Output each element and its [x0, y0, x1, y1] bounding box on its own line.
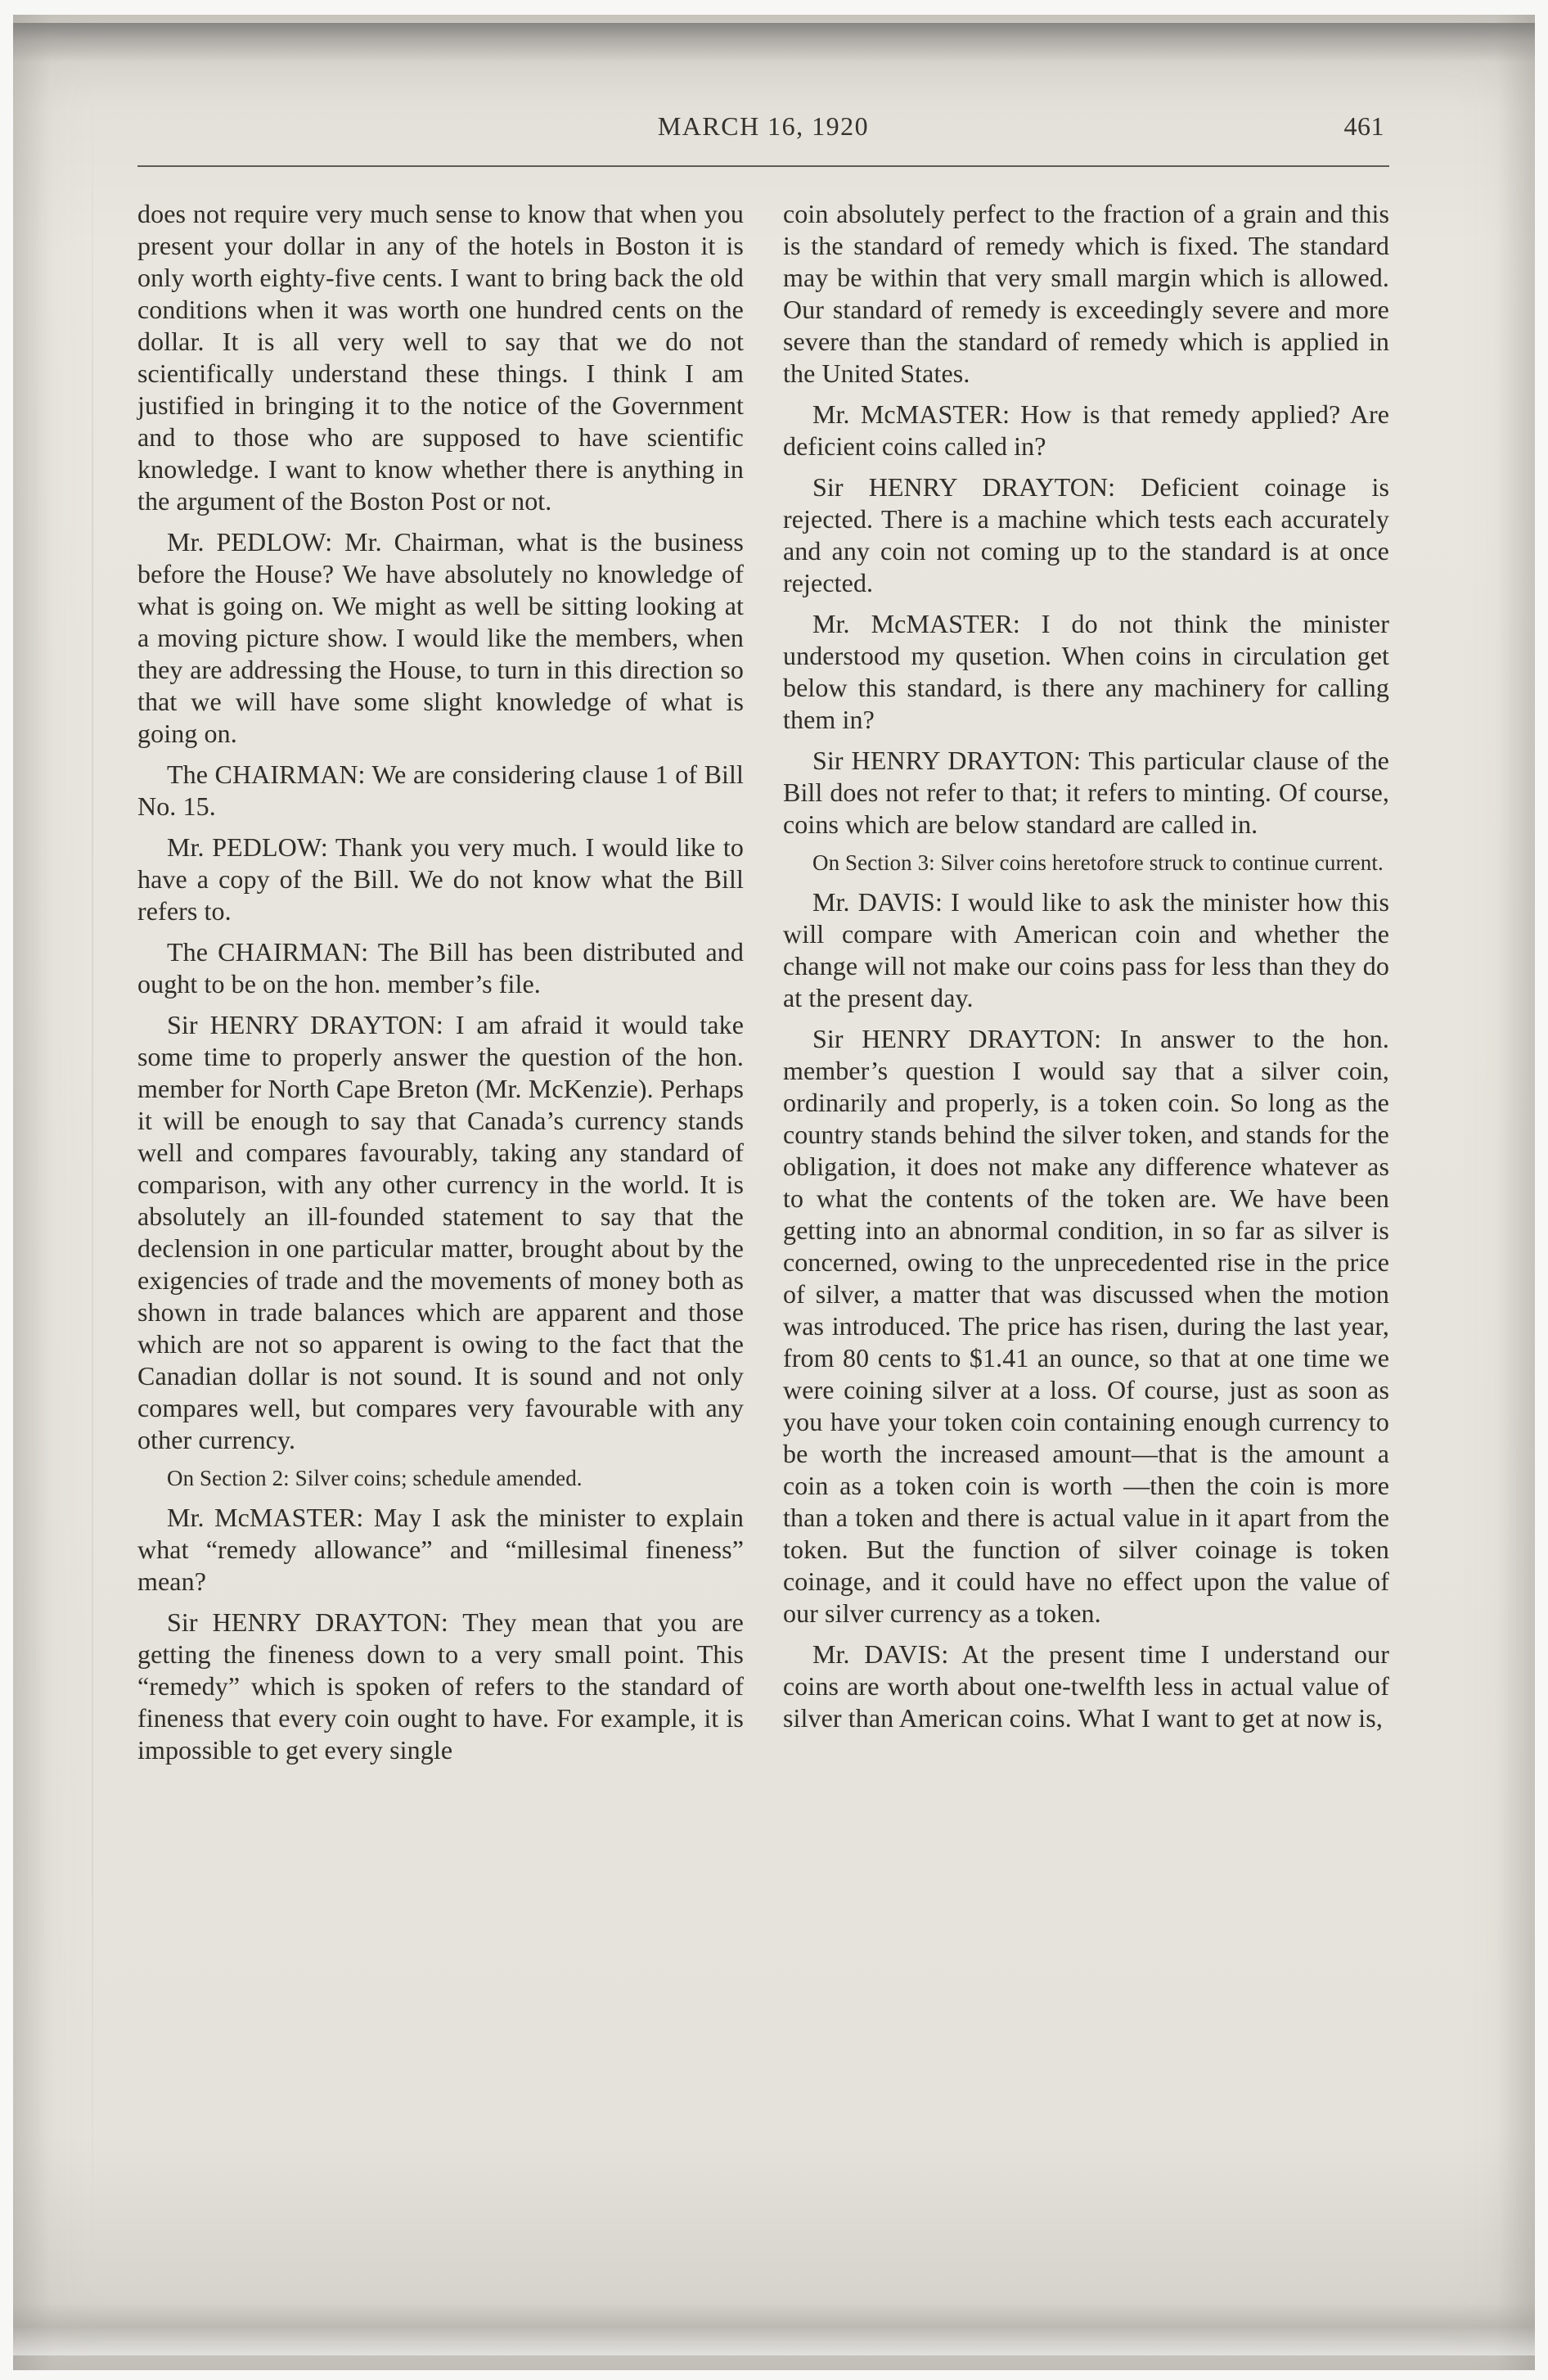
text-columns	[137, 198, 1389, 1775]
section-note: On Section 3: Silver coins heretofore struck to continue current.	[812, 850, 1384, 875]
paragraph: Sir HENRY DRAYTON: They mean that you are getting the fineness down to a very small point. This “remedy” which is spoken of refers to the standard of fineness that every coin ought to have. For example, it is impossible to get every single	[137, 1607, 744, 1765]
paragraph: Mr. McMASTER: I do not think the minister understood my qusetion. When coins in circulation get below this standard, is there any machinery for calling them in?	[783, 609, 1389, 734]
section-note: On Section 2: Silver coins; schedule amended.	[167, 1466, 583, 1490]
paragraph: Mr. PEDLOW: Mr. Chairman, what is the business before the House? We have absolutely no knowledge of what is going on. We might as well be sitting looking at a moving picture show. I would like the members, when they are addressing the House, to turn in this direction so that we will have some slight knowledge of what is going on.	[137, 527, 744, 748]
right-column	[783, 198, 1389, 1775]
paragraph: Mr. McMASTER: May I ask the minister to explain what “remedy allowance” and “millesimal fineness” mean?	[137, 1503, 744, 1596]
scanned-page	[13, 15, 1535, 2370]
paragraph: Sir HENRY DRAYTON: This particular clause of the Bill does not refer to that; it refers to minting. Of course, coins which are below standard are called in.	[783, 746, 1389, 839]
paragraph: Mr. DAVIS: I would like to ask the minister how this will compare with American coin and whether the change will not make our coins pass for less than they do at the present day.	[783, 887, 1389, 1012]
header-date: MARCH 16, 1920	[657, 111, 870, 141]
left-column	[137, 198, 744, 1775]
paragraph: Mr. McMASTER: How is that remedy applied? Are deficient coins called in?	[783, 399, 1389, 461]
paragraph: Mr. DAVIS: At the present time I understand our coins are worth about one-twelfth less in actual value of silver than American coins. What I want to get at now is,	[783, 1639, 1389, 1733]
paragraph: coin absolutely perfect to the fraction of a grain and this is the standard of remedy which is fixed. The standard may be within that very small margin which is allowed. Our standard of remedy is exceedingly severe and more severe than the standard of remedy which is applied in the United States.	[783, 199, 1389, 388]
paragraph: Sir HENRY DRAYTON: Deficient coinage is rejected. There is a machine which tests each accurately and any coin not coming up to the standard is at once rejected.	[783, 472, 1389, 597]
page-number: 461	[1343, 111, 1384, 141]
page-header	[137, 111, 1389, 152]
paragraph: Mr. PEDLOW: Thank you very much. I would like to have a copy of the Bill. We do not know what the Bill refers to.	[137, 832, 744, 926]
header-rule	[137, 165, 1389, 167]
paragraph: The CHAIRMAN: We are considering clause 1 of Bill No. 15.	[137, 760, 744, 821]
paragraph: Sir HENRY DRAYTON: I am afraid it would take some time to properly answer the question of the hon. member for North Cape Breton (Mr. McKenzie). Perhaps it will be enough to say that Canada’s currency stands well and compares favourably, taking any standard of comparison, with any other currency in the world. It is absolutely an ill-founded statement to say that the declension in one particular matter, brought about by the exigencies of trade and the movements of money both as shown in trade balances which are apparent and those which are not so apparent is owing to the fact that the Canadian dollar is not sound. It is sound and not only compares well, but compares very favourable with any other currency.	[137, 1010, 744, 1454]
paragraph: does not require very much sense to know that when you present your dollar in any of the hotels in Boston it is only worth eighty-five cents. I want to bring back the old conditions when it was worth one hundred cents on the dollar. It is all very well to say that we do not scientifically understand these things. I think I am justified in bringing it to the notice of the Government and to those who are supposed to have scientific knowledge. I want to know whether there is anything in the argument of the Boston Post or not.	[137, 199, 744, 516]
page-content	[13, 15, 1535, 2370]
paragraph: Sir HENRY DRAYTON: In answer to the hon. member’s question I would say that a silver coin, ordinarily and properly, is a token coin. So long as the country stands behind the silver token, and stands for the obligation, it does not make any difference whatever as to what the contents of the token are. We have been getting into an abnormal condition, in so far as silver is concerned, owing to the unprecedented rise in the price of silver, a matter that was discussed when the motion was introduced. The price has risen, during the last year, from 80 cents to $1.41 an ounce, so that at one time we were coining silver at a loss. Of course, just as soon as you have your token coin containing enough currency to be worth the increased amount—that is the amount a coin as a token coin is worth —then the coin is more than a token and there is actual value in it apart from the token. But the function of silver coinage is token coinage, and it could have no effect upon the value of our silver currency as a token.	[783, 1024, 1389, 1628]
paragraph: The CHAIRMAN: The Bill has been distributed and ought to be on the hon. member’s file.	[137, 937, 744, 998]
